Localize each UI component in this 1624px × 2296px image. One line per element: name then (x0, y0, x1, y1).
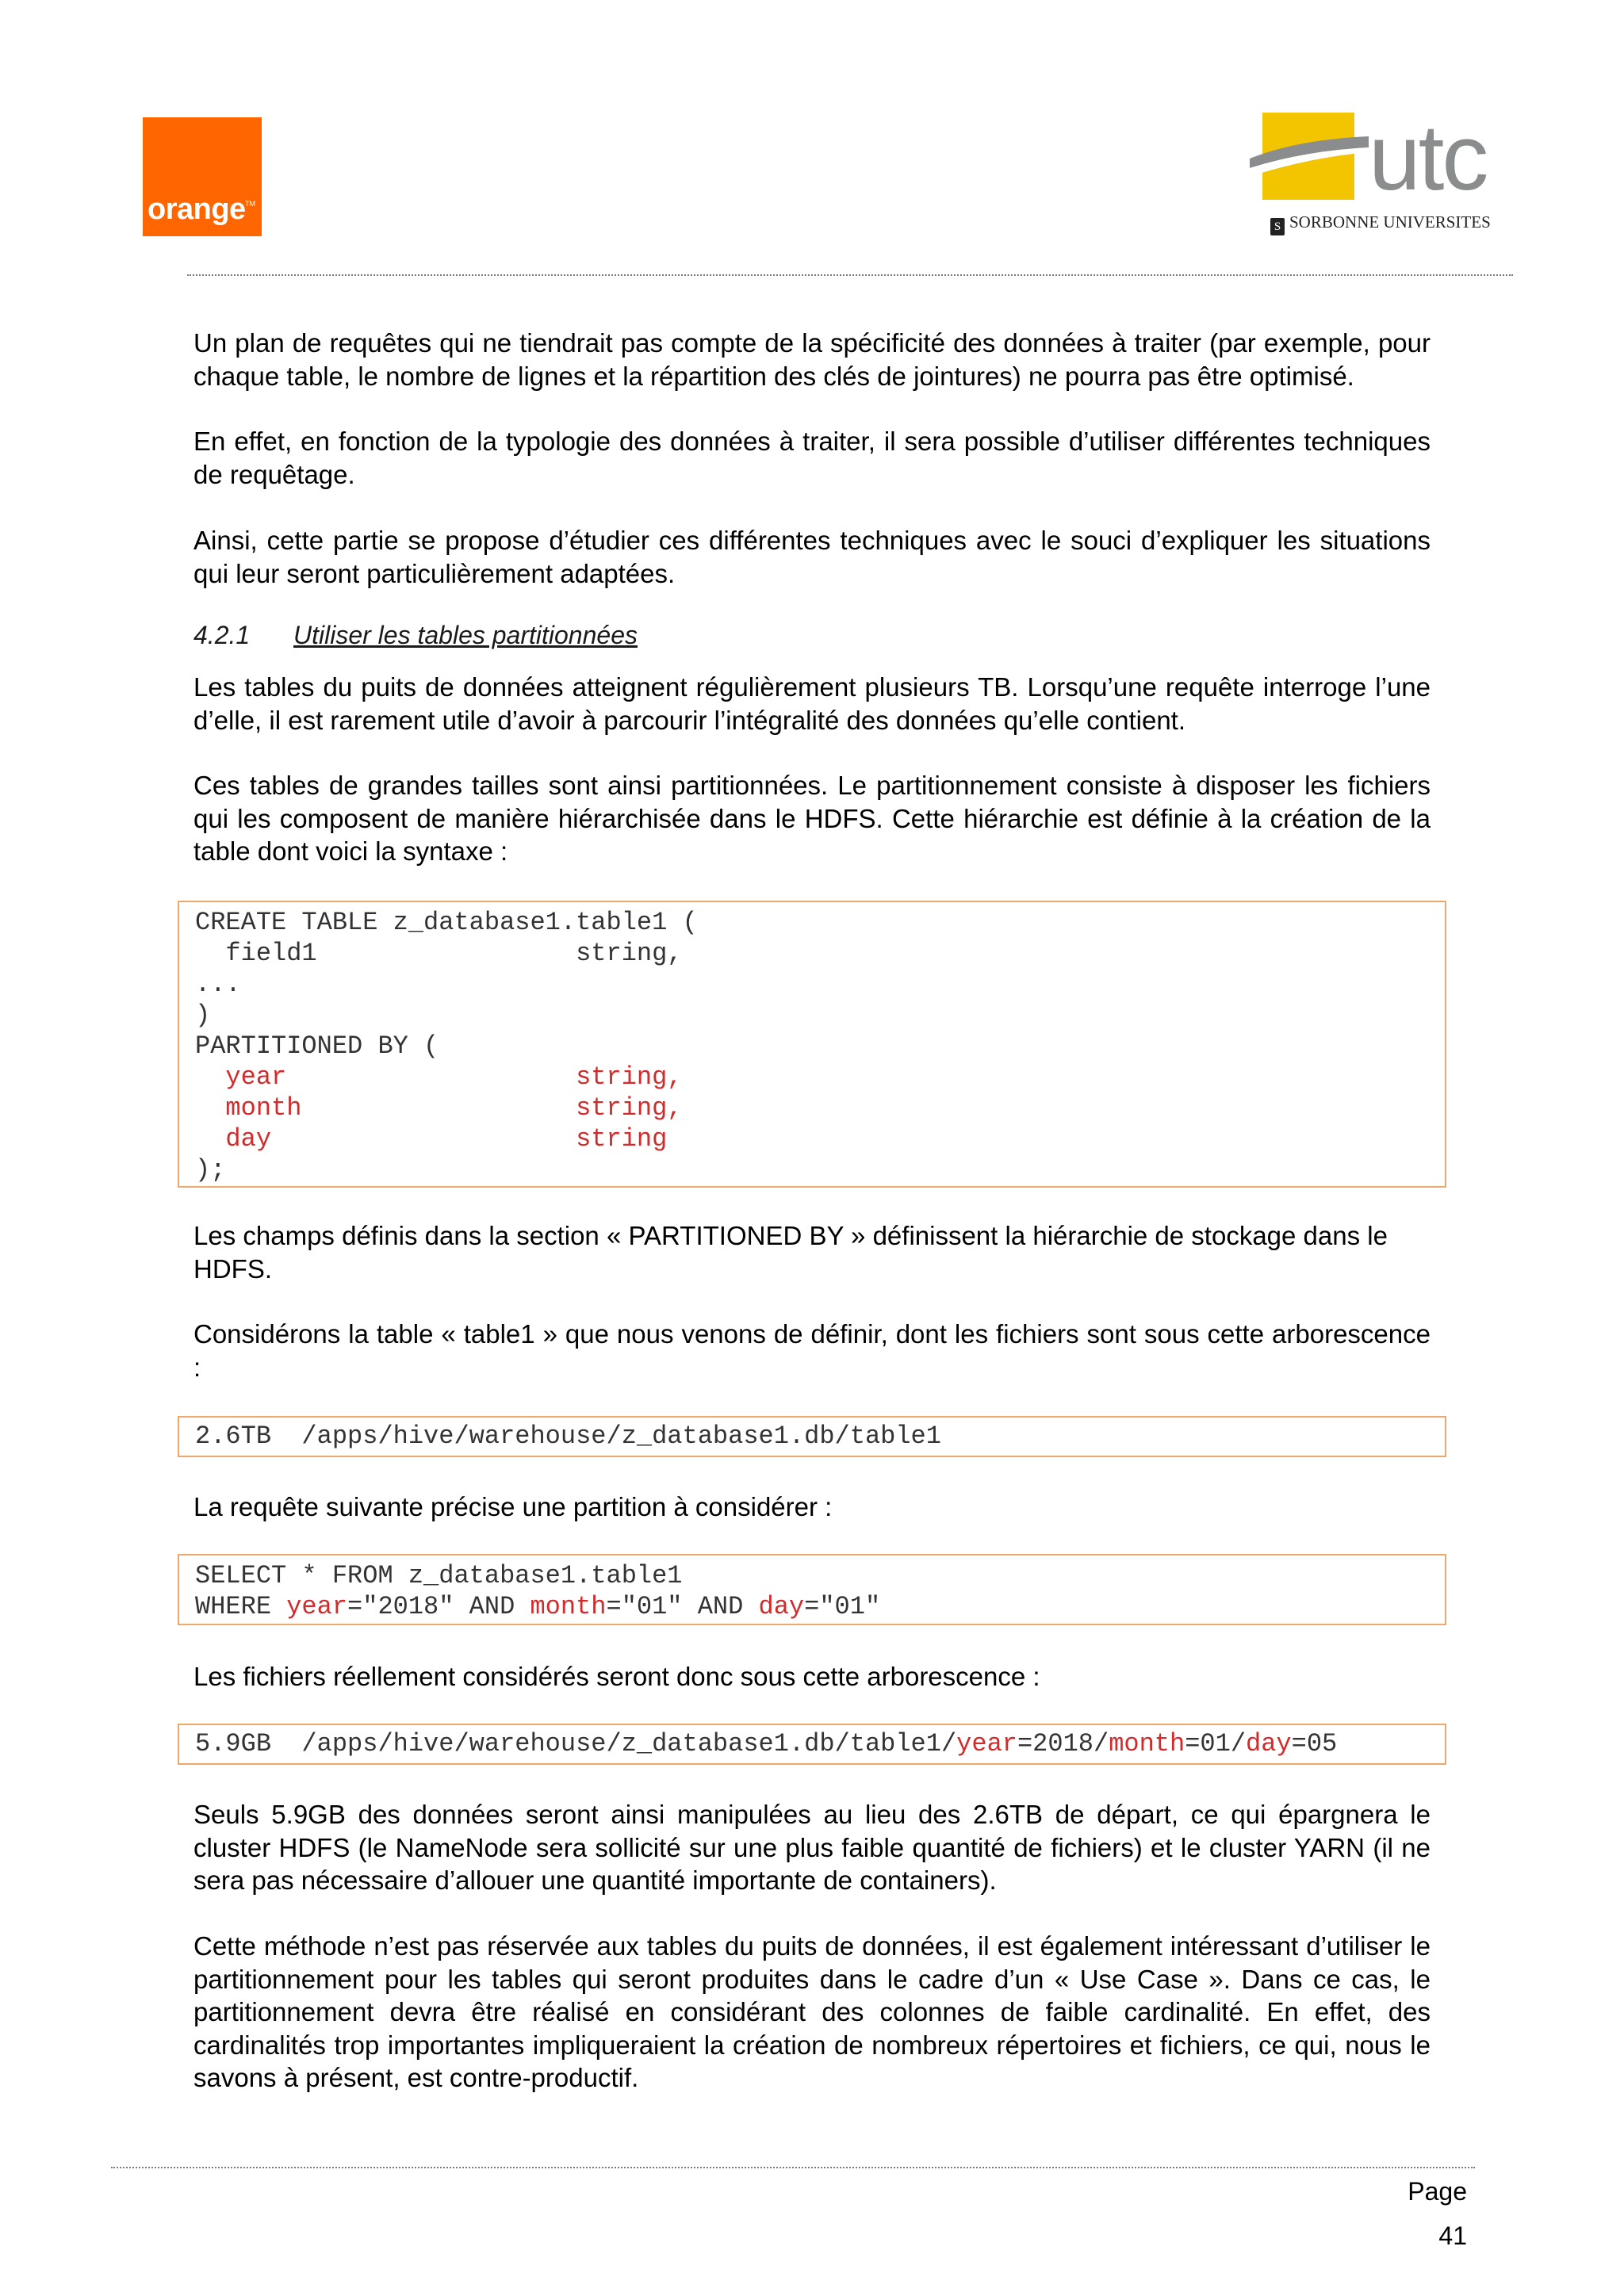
paragraph-savings: Seuls 5.9GB des données seront ainsi manipulées au lieu des 2.6TB de départ, ce qui épargnera le cluster HDFS (le NameNode sera sollicité sur une plus faible quantité de fichiers) et le cluster YARN (il ne sera pas nécessaire d’allouer une quantité importante de containers). (193, 1800, 1431, 1895)
tree-code-block-full (178, 1416, 1446, 1457)
partition-column-year: year (286, 1592, 348, 1621)
utc-logo-text: utc (1369, 105, 1487, 210)
code-line (195, 1591, 1429, 1622)
sorbonne-s-icon: S (1270, 218, 1285, 235)
code-line: 2.6TB /apps/hive/warehouse/z_database1.db/table1 (195, 1422, 941, 1451)
code-line: ) (195, 1001, 211, 1030)
partition-column-year: year (956, 1729, 1017, 1758)
code-line: ); (195, 1155, 226, 1184)
code-text: =01/ (1185, 1729, 1247, 1758)
section-number: 4.2.1 (193, 621, 251, 649)
paragraph-partitioned-by: Les champs définis dans la section « PARTITIONED BY » définissent la hiérarchie de stockage dans le HDFS. (193, 1221, 1388, 1284)
code-padding (301, 1093, 576, 1123)
partition-column-year: year (195, 1062, 287, 1092)
paragraph-consider-table: Considérons la table « table1 » que nous venons de définir, dont les fichiers sont sous cette arborescence : (193, 1319, 1431, 1382)
code-line (195, 1062, 1429, 1093)
paragraph-use-case: Cette méthode n’est pas réservée aux tables du puits de données, il est également intéressant d’utiliser le partitionnement pour les tables qui seront produites dans le cadre d’un « Use Case ». Dans ce cas, le partitionnement devra être réalisé en considérant des colonnes de faible cardinalité. En effet, des cardinalités trop importantes impliqueraient la création de nombreux répertoires et fichiers, ce qui, nous le savons à présent, est contre-productif. (193, 1931, 1431, 2092)
tree-code-block-partition (178, 1724, 1446, 1765)
section-heading (193, 621, 638, 650)
utc-logo (1250, 105, 1511, 238)
select-query-code-block (178, 1554, 1446, 1625)
code-text: WHERE (195, 1592, 287, 1621)
sorbonne-universites-text: SORBONNE UNIVERSITES (1289, 212, 1491, 232)
code-padding (286, 1062, 576, 1092)
code-text: 5.9GB /apps/hive/warehouse/z_database1.db/table1/ (195, 1729, 957, 1758)
partition-type: string, (576, 1093, 683, 1123)
paragraph-query-plan: Un plan de requêtes qui ne tiendrait pas compte de la spécificité des données à traiter (par exemple, pour chaque table, le nombre de lignes et la répartition des clés de jointures) ne pourra pas être optimisé. (193, 328, 1431, 391)
page-number: Page 41 (1408, 2177, 1467, 2250)
partition-column-month: month (1109, 1729, 1185, 1758)
code-text: =2018/ (1017, 1729, 1109, 1758)
code-padding (271, 1124, 576, 1154)
partition-column-month: month (530, 1592, 607, 1621)
code-line: SELECT * FROM z_database1.table1 (195, 1561, 683, 1590)
code-line (195, 1728, 1429, 1759)
code-text: ="01" AND (606, 1592, 759, 1621)
header-divider (187, 274, 1513, 276)
section-title: Utiliser les tables partitionnées (293, 621, 638, 649)
sorbonne-universites-label (1270, 212, 1491, 235)
paragraph-tables-size: Les tables du puits de données atteignent régulièrement plusieurs TB. Lorsqu’une requête interroge l’une d’elle, il est rarement utile d’avoir à parcourir l’intégralité des données qu’elle contient. (193, 672, 1431, 735)
paragraph-partitioning: Ces tables de grandes tailles sont ainsi partitionnées. Le partitionnement consiste à disposer les fichiers qui les composent de manière hiérarchisée dans le HDFS. Cette hiérarchie est définie à la création de la table dont voici la syntaxe : (193, 771, 1431, 866)
partition-type: string (576, 1124, 668, 1154)
paragraph-typology: En effet, en fonction de la typologie des données à traiter, il sera possible d’utiliser différentes techniques de requêtage. (193, 427, 1431, 489)
code-line: ... (195, 970, 241, 999)
paragraph-purpose: Ainsi, cette partie se propose d’étudier ces différentes techniques avec le souci d’expliquer les situations qui leur seront particulièrement adaptées. (193, 526, 1431, 588)
code-line: PARTITIONED BY ( (195, 1031, 439, 1061)
partition-type: string, (576, 1062, 683, 1092)
partition-column-day: day (758, 1592, 805, 1621)
code-line: field1 string, (195, 939, 683, 968)
paragraph-query-partition: La requête suivante précise une partition à considérer : (193, 1492, 833, 1521)
utc-logo-mark (1250, 113, 1385, 200)
partition-column-day: day (195, 1124, 272, 1154)
create-table-code-block (178, 901, 1446, 1188)
orange-logo-trademark: TM (245, 200, 255, 208)
code-line (195, 1093, 1429, 1123)
paragraph-files-considered: Les fichiers réellement considérés seront donc sous cette arborescence : (193, 1662, 1040, 1691)
partition-column-month: month (195, 1093, 302, 1123)
code-text: ="01" (804, 1592, 881, 1621)
orange-logo (143, 117, 262, 236)
footer-divider (111, 2167, 1475, 2168)
code-text: ="2018" AND (347, 1592, 530, 1621)
partition-column-day: day (1246, 1729, 1292, 1758)
code-text: =05 (1291, 1729, 1338, 1758)
code-line: CREATE TABLE z_database1.table1 ( (195, 908, 698, 937)
code-line (195, 1123, 1429, 1154)
orange-logo-text: orange (147, 193, 246, 226)
